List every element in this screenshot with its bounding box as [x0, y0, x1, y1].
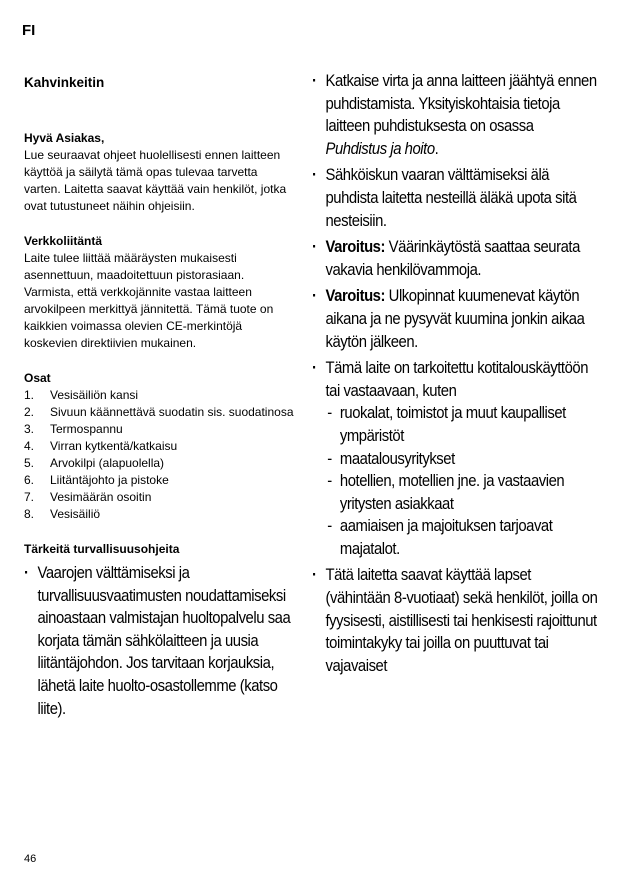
- page-number: 46: [24, 853, 37, 865]
- item-number: 4.: [24, 439, 35, 453]
- section-reference: Puhdistus ja hoito: [325, 139, 435, 158]
- right-column: [312, 70, 608, 677]
- safety-section: [24, 541, 296, 558]
- safety-text: Sähköiskun vaaran välttämiseksi älä puhdista laitetta nesteillä äläkä upota sitä nesteisiin.: [325, 166, 577, 230]
- item-number: 1.: [24, 388, 35, 402]
- language-code: FI: [22, 22, 36, 39]
- mains-text: Laite tulee liittää määräysten mukaisesti asennettuun, maadoitettuun pistorasiaan. Varmista, että verkkojännite vastaa laitteen arvokilpeen merkittyä jännitettä. Tämä tuote on kaikkien voimassa olevien CE-merkintöjä koskevien direktiivien mukainen.: [24, 251, 274, 350]
- greeting-text: Lue seuraavat ohjeet huolellisesti ennen laitteen käyttöä ja säilytä tämä opas tulevaa tarvetta varten. Laitetta saavat käyttää vain henkilöt, jotka ovat tutustuneet näihin ohjeisiin.: [24, 148, 287, 213]
- bullet-icon: ·: [312, 359, 317, 378]
- safety-text: Vaarojen välttämiseksi ja turvallisuusvaatimusten noudattamiseksi ainoastaan valmistajan huoltopalvelu saa korjata tämän sähkölaitteen ja uusia liitäntäjohdon. Jos tarvitaan korjauksia, lähetä laite huolto-osastollemme (katso liite).: [37, 564, 291, 718]
- dash-icon: -: [327, 404, 332, 423]
- item-number: 2.: [24, 405, 35, 419]
- item-label: Sivuun käännettävä suodatin sis. suodatinosa: [50, 405, 294, 419]
- safety-right-list: [312, 70, 598, 677]
- safety-heading: Tärkeitä turvallisuusohjeita: [24, 542, 180, 556]
- sublist-item: [327, 470, 598, 515]
- list-item: [312, 236, 598, 281]
- mains-heading: Verkkoliitäntä: [24, 234, 103, 248]
- sublist-item: [327, 448, 598, 471]
- left-column: [24, 75, 296, 720]
- safety-text: Tätä laitetta saavat käyttää lapset (vähintään 8-vuotiaat) sekä henkilöt, joilla on fyysisesti, aistillisesti tai henkisesti rajoittunut toimintakyky tai joilla on puuttuvat tai vajavaiset: [325, 566, 598, 675]
- bullet-icon: ·: [312, 166, 317, 185]
- safety-text: Väärinkäytöstä saattaa seurata vakavia henkilövammoja.: [325, 238, 580, 279]
- item-label: Vesimäärän osoitin: [50, 490, 152, 504]
- list-item: [24, 562, 294, 720]
- sublist-text: hotellien, motellien jne. ja vastaavien yritysten asiakkaat: [339, 472, 565, 513]
- bullet-icon: ·: [312, 238, 317, 257]
- punctuation: .: [434, 139, 439, 158]
- sublist-text: ruokalat, toimistot ja muut kaupalliset ympäristöt: [339, 404, 566, 445]
- safety-text: Ulkopinnat kuumenevat käytön aikana ja ne pysyvät kuumina jonkin aikaa käytön jälkeen.: [325, 287, 585, 351]
- item-label: Termospannu: [50, 422, 123, 436]
- dash-icon: -: [327, 472, 332, 491]
- parts-list: [24, 387, 296, 523]
- bullet-icon: ·: [312, 566, 317, 585]
- safety-text: Tämä laite on tarkoitettu kotitalouskäyttöön tai vastaavaan, kuten: [325, 359, 589, 400]
- item-number: 5.: [24, 456, 35, 470]
- dash-icon: -: [327, 517, 332, 536]
- list-item: [24, 438, 296, 455]
- list-item: [24, 421, 296, 438]
- list-item: [24, 506, 296, 523]
- safety-left-list: [24, 562, 294, 720]
- list-item: [24, 387, 296, 404]
- list-item: [312, 285, 598, 353]
- list-item: [312, 357, 598, 560]
- item-number: 8.: [24, 507, 35, 521]
- usage-sublist: [326, 402, 599, 560]
- item-label: Vesisäiliön kansi: [50, 388, 139, 402]
- greeting-section: [24, 130, 296, 215]
- list-item: [24, 404, 296, 421]
- mains-section: [24, 233, 296, 352]
- warning-label: Varoitus:: [325, 287, 385, 306]
- sublist-item: [327, 402, 598, 447]
- dash-icon: -: [327, 449, 332, 468]
- bullet-icon: ·: [24, 564, 29, 582]
- product-title: Kahvinkeitin: [24, 75, 105, 90]
- item-number: 6.: [24, 473, 35, 487]
- item-label: Virran kytkentä/katkaisu: [50, 439, 178, 453]
- parts-heading: Osat: [24, 371, 51, 385]
- bullet-icon: ·: [312, 72, 317, 90]
- warning-label: Varoitus:: [325, 238, 385, 257]
- list-item: [24, 472, 296, 489]
- item-number: 7.: [24, 490, 35, 504]
- item-label: Vesisäiliö: [50, 507, 101, 521]
- list-item: [24, 455, 296, 472]
- list-item: [24, 489, 296, 506]
- parts-section: [24, 370, 296, 523]
- list-item: [312, 70, 598, 160]
- safety-text: Katkaise virta ja anna laitteen jäähtyä ennen puhdistamista. Yksityiskohtaisia tietoja laitteen puhdistuksesta on osassa: [325, 72, 597, 136]
- item-label: Liitäntäjohto ja pistoke: [50, 473, 169, 487]
- sublist-item: [327, 515, 598, 560]
- item-label: Arvokilpi (alapuolella): [50, 456, 165, 470]
- list-item: [312, 164, 598, 232]
- bullet-icon: ·: [312, 287, 317, 306]
- list-item: [312, 564, 598, 677]
- greeting-heading: Hyvä Asiakas,: [24, 131, 105, 145]
- sublist-text: maatalousyritykset: [339, 449, 455, 468]
- sublist-text: aamiaisen ja majoituksen tarjoavat majatalot.: [339, 517, 553, 558]
- item-number: 3.: [24, 422, 35, 436]
